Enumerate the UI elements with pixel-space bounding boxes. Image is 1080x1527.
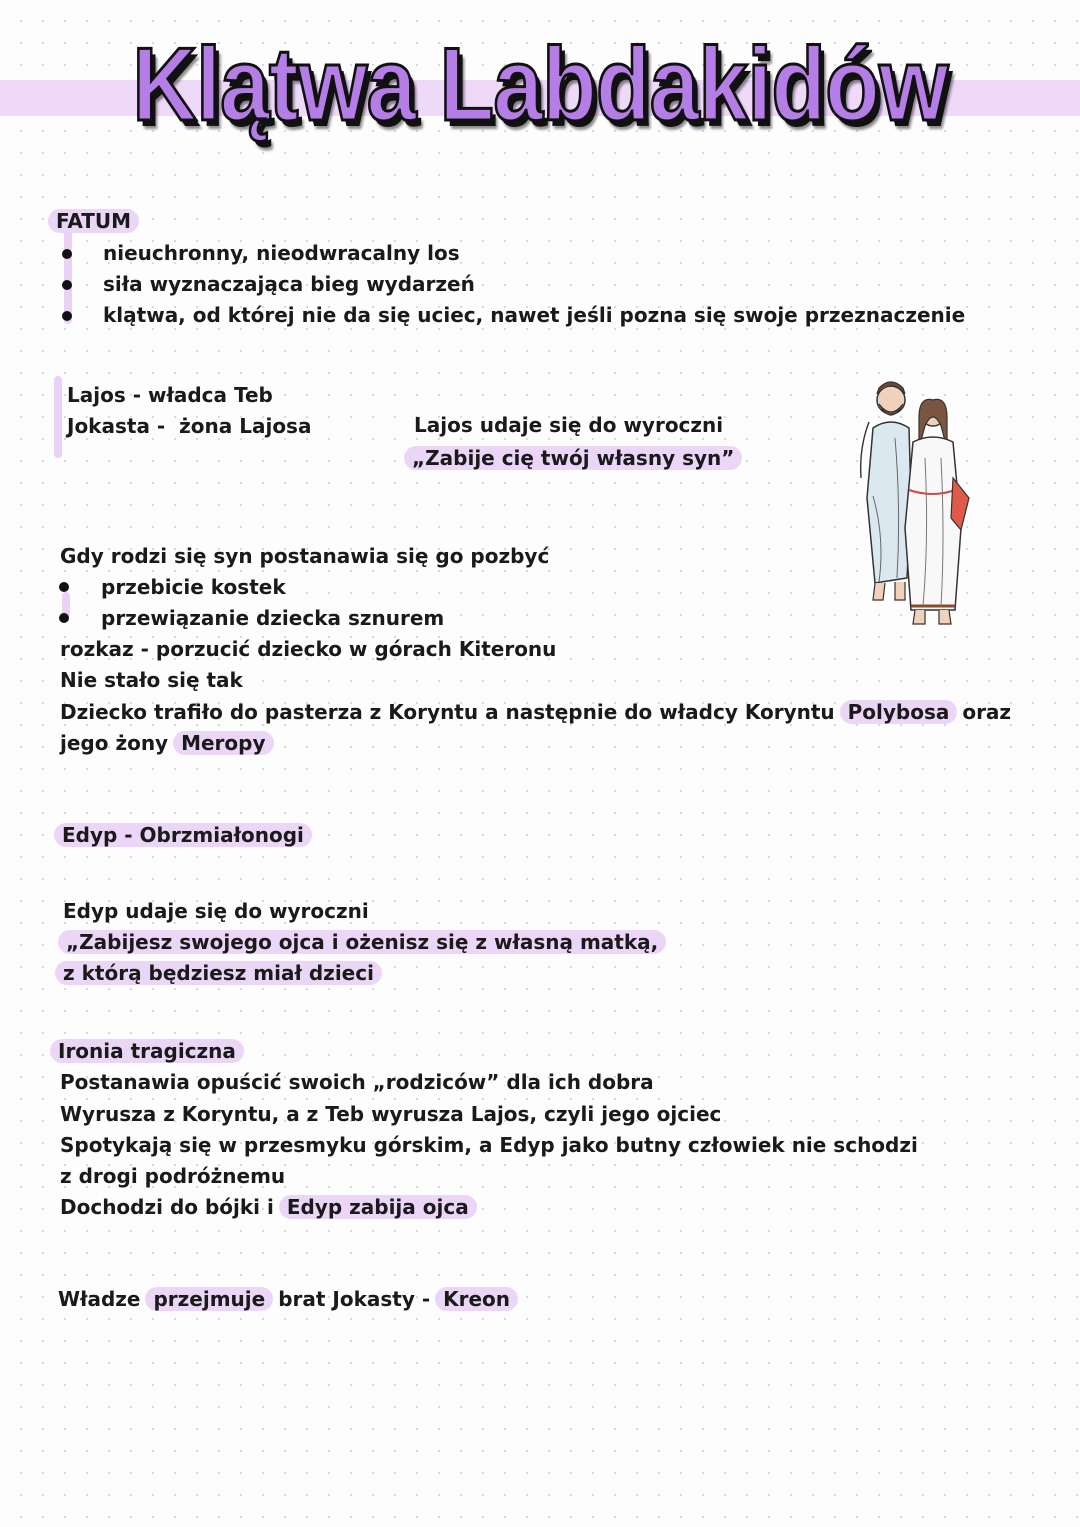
text-lajos: Lajos - władca Teb: [67, 383, 273, 407]
bullet: [62, 311, 72, 321]
bullet: [59, 613, 69, 623]
oracle2-quote-1: „Zabijesz swojego ojca i ożenisz się z własną matką,: [60, 929, 664, 955]
irony-line: Postanawia opuścić swoich „rodziców” dla ich dobra: [60, 1070, 654, 1094]
edyp-name: Edyp - Obrzmiałonogi: [56, 822, 310, 848]
irony-line: Dochodzi do bójki i Edyp zabija ojca: [60, 1194, 475, 1220]
irony-line: Spotykają się w przesmyku górskim, a Edyp jako butny człowiek nie schodzi: [60, 1133, 918, 1157]
list-item: nieuchronny, nieodwracalny los: [103, 241, 460, 265]
page-title: Klątwa Labdakidów: [132, 27, 948, 143]
bullet: [62, 280, 72, 290]
section-heading-fatum: FATUM: [50, 208, 137, 234]
list-item: przewiązanie dziecka sznurem: [101, 606, 445, 630]
birth-intro: Gdy rodzi się syn postanawia się go pozbyć: [60, 544, 550, 568]
order-line: rozkaz - porzucić dziecko w górach Kiteronu: [60, 637, 557, 661]
not-happened-line: Nie stało się tak: [60, 668, 243, 692]
irony-heading: Ironia tragiczna: [52, 1038, 242, 1064]
section-bar: [54, 376, 62, 458]
power-line: Władze przejmuje brat Jokasty - Kreon: [58, 1286, 516, 1312]
list-item: siła wyznaczająca bieg wydarzeń: [103, 272, 475, 296]
oracle-line: Lajos udaje się do wyroczni: [414, 413, 724, 437]
irony-line: Wyrusza z Koryntu, a z Teb wyrusza Lajos, czyli jego ojciec: [60, 1102, 722, 1126]
text-jokasta: Jokasta - żona Lajosa: [67, 414, 312, 438]
oracle2-line: Edyp udaje się do wyroczni: [63, 899, 369, 923]
fate-line: Dziecko trafiło do pasterza z Koryntu a następnie do władcy Koryntu Polybosa oraz: [60, 700, 1012, 724]
irony-line: z drogi podróżnemu: [60, 1164, 286, 1188]
list-item: przebicie kostek: [101, 575, 286, 599]
bullet: [59, 582, 69, 592]
oracle2-quote-2: z którą będziesz miał dzieci: [57, 960, 380, 986]
list-item: klątwa, od której nie da się uciec, nawet jeśli pozna się swoje przeznaczenie: [103, 303, 966, 327]
bullet: [62, 249, 72, 259]
lajos-jokasta-illustration: [845, 378, 985, 636]
wife-line: jego żony Meropy: [60, 730, 272, 756]
oracle-quote: „Zabije cię twój własny syn”: [406, 445, 740, 471]
